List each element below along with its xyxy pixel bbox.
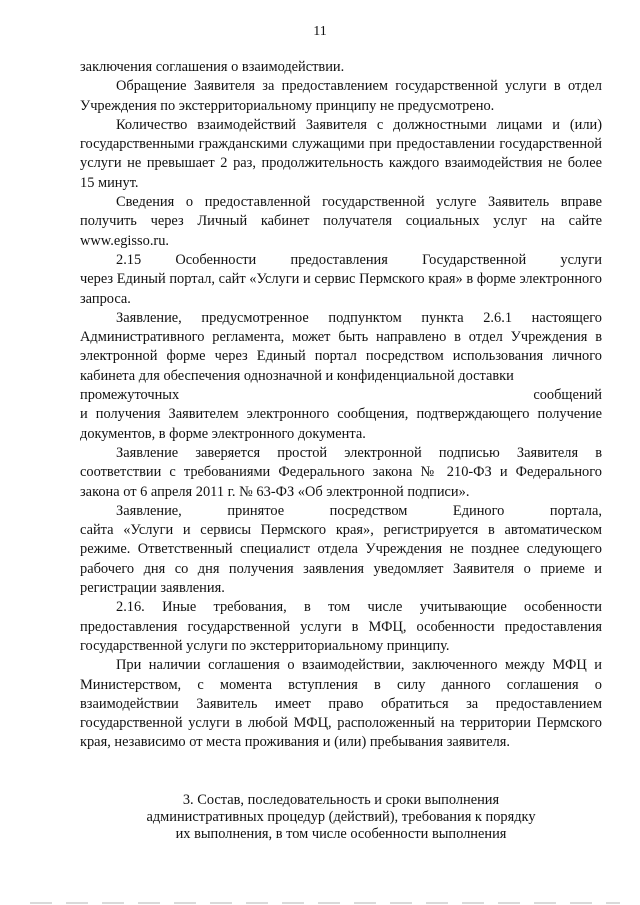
paragraph-5-first-line [80,251,602,270]
paragraph-3: Количество взаимодействий Заявителя с должностными лицами и (или) государственными гражданскими служащими при предоставлении государственной услуги не превышает 2 раз, продолжительность каждого взаимодействия не более 15 минут. [80,116,602,191]
section-heading-line-3: их выполнения, в том числе особенности выполнения [175,826,507,842]
word: 2.15 [116,251,142,268]
word: Государственной [422,251,527,268]
paragraph-5-rest: через Единый портал, сайт «Услуги и сервис Пермского края» в форме электронного запроса. [80,271,602,307]
word: Особенности [175,251,257,268]
paragraph-1: заключения соглашения о взаимодействии. [80,59,345,75]
paragraph-7: Заявление заверяется простой электронной подписью Заявителя в соответствии с требованиями Федерального закона № 210-ФЗ и Федерального закона от 6 апреля 2011 г. № 63-ФЗ «Об электронной подписи». [80,444,602,500]
word: промежуточных [80,387,180,404]
word: Единого [452,502,505,519]
word: портала, [549,502,602,519]
word: принятое [227,502,285,519]
paragraph-9: 2.16. Иные требования, в том числе учитывающие особенности предоставления государственной услуги в МФЦ, особенности предоставления государственной услуги по экстерриториальному принципу. [80,599,602,654]
word: услуги [560,251,602,268]
paragraph-6-line [80,386,602,405]
scan-artifact-line [30,902,620,904]
paragraph-8-first-line [80,502,602,521]
section-heading-line-2: административных процедур (действий), требования к порядку [146,809,536,825]
section-heading-line-1: 3. Состав, последовательность и сроки выполнения [182,792,500,808]
paragraph-4: Сведения о предоставленной государственной услуге Заявитель вправе получить через Личный кабинет получателя социальных услуг на сайте www.egisso.ru. [80,194,602,249]
word: предоставления [290,251,388,268]
word: Заявление, [116,502,182,519]
paragraph-8-rest: сайта «Услуги и сервисы Пермского края», регистрируется в автоматическом режиме. Ответственный специалист отдела Учреждения не позднее следующего рабочего дня со дня получения заявления уведомляет Заявителя о приеме и регистрации заявления. [80,522,602,597]
body-text [80,58,602,753]
paragraph-6-rest: и получения Заявителем электронного сообщения, подтверждающего получение документов, в форме электронного документа. [80,406,602,442]
section-heading [80,792,602,843]
paragraph-6: Заявление, предусмотренное подпунктом пункта 2.6.1 настоящего Административного регламента, может быть направлено в отдел Учреждения в электронной форме через Единый портал посредством использования личного кабинета для обеспечения однозначной и конфиденциальной доставки [80,309,602,384]
paragraph-2: Обращение Заявителя за предоставлением государственной услуги в отдел Учреждения по экстерриториальному принципу не предусмотрено. [80,78,602,114]
page-number: 11 [313,24,327,39]
word: посредством [329,502,408,519]
paragraph-10: При наличии соглашения о взаимодействии, заключенного между МФЦ и Министерством, с момента вступления в силу данного соглашения о взаимодействии Заявитель имеет право обратиться за предоставлением государственной услуги в любой МФЦ, расположенный на территории Пермского края, независимо от места проживания и (или) пребывания заявителя. [80,657,602,751]
word: сообщений [533,387,602,404]
